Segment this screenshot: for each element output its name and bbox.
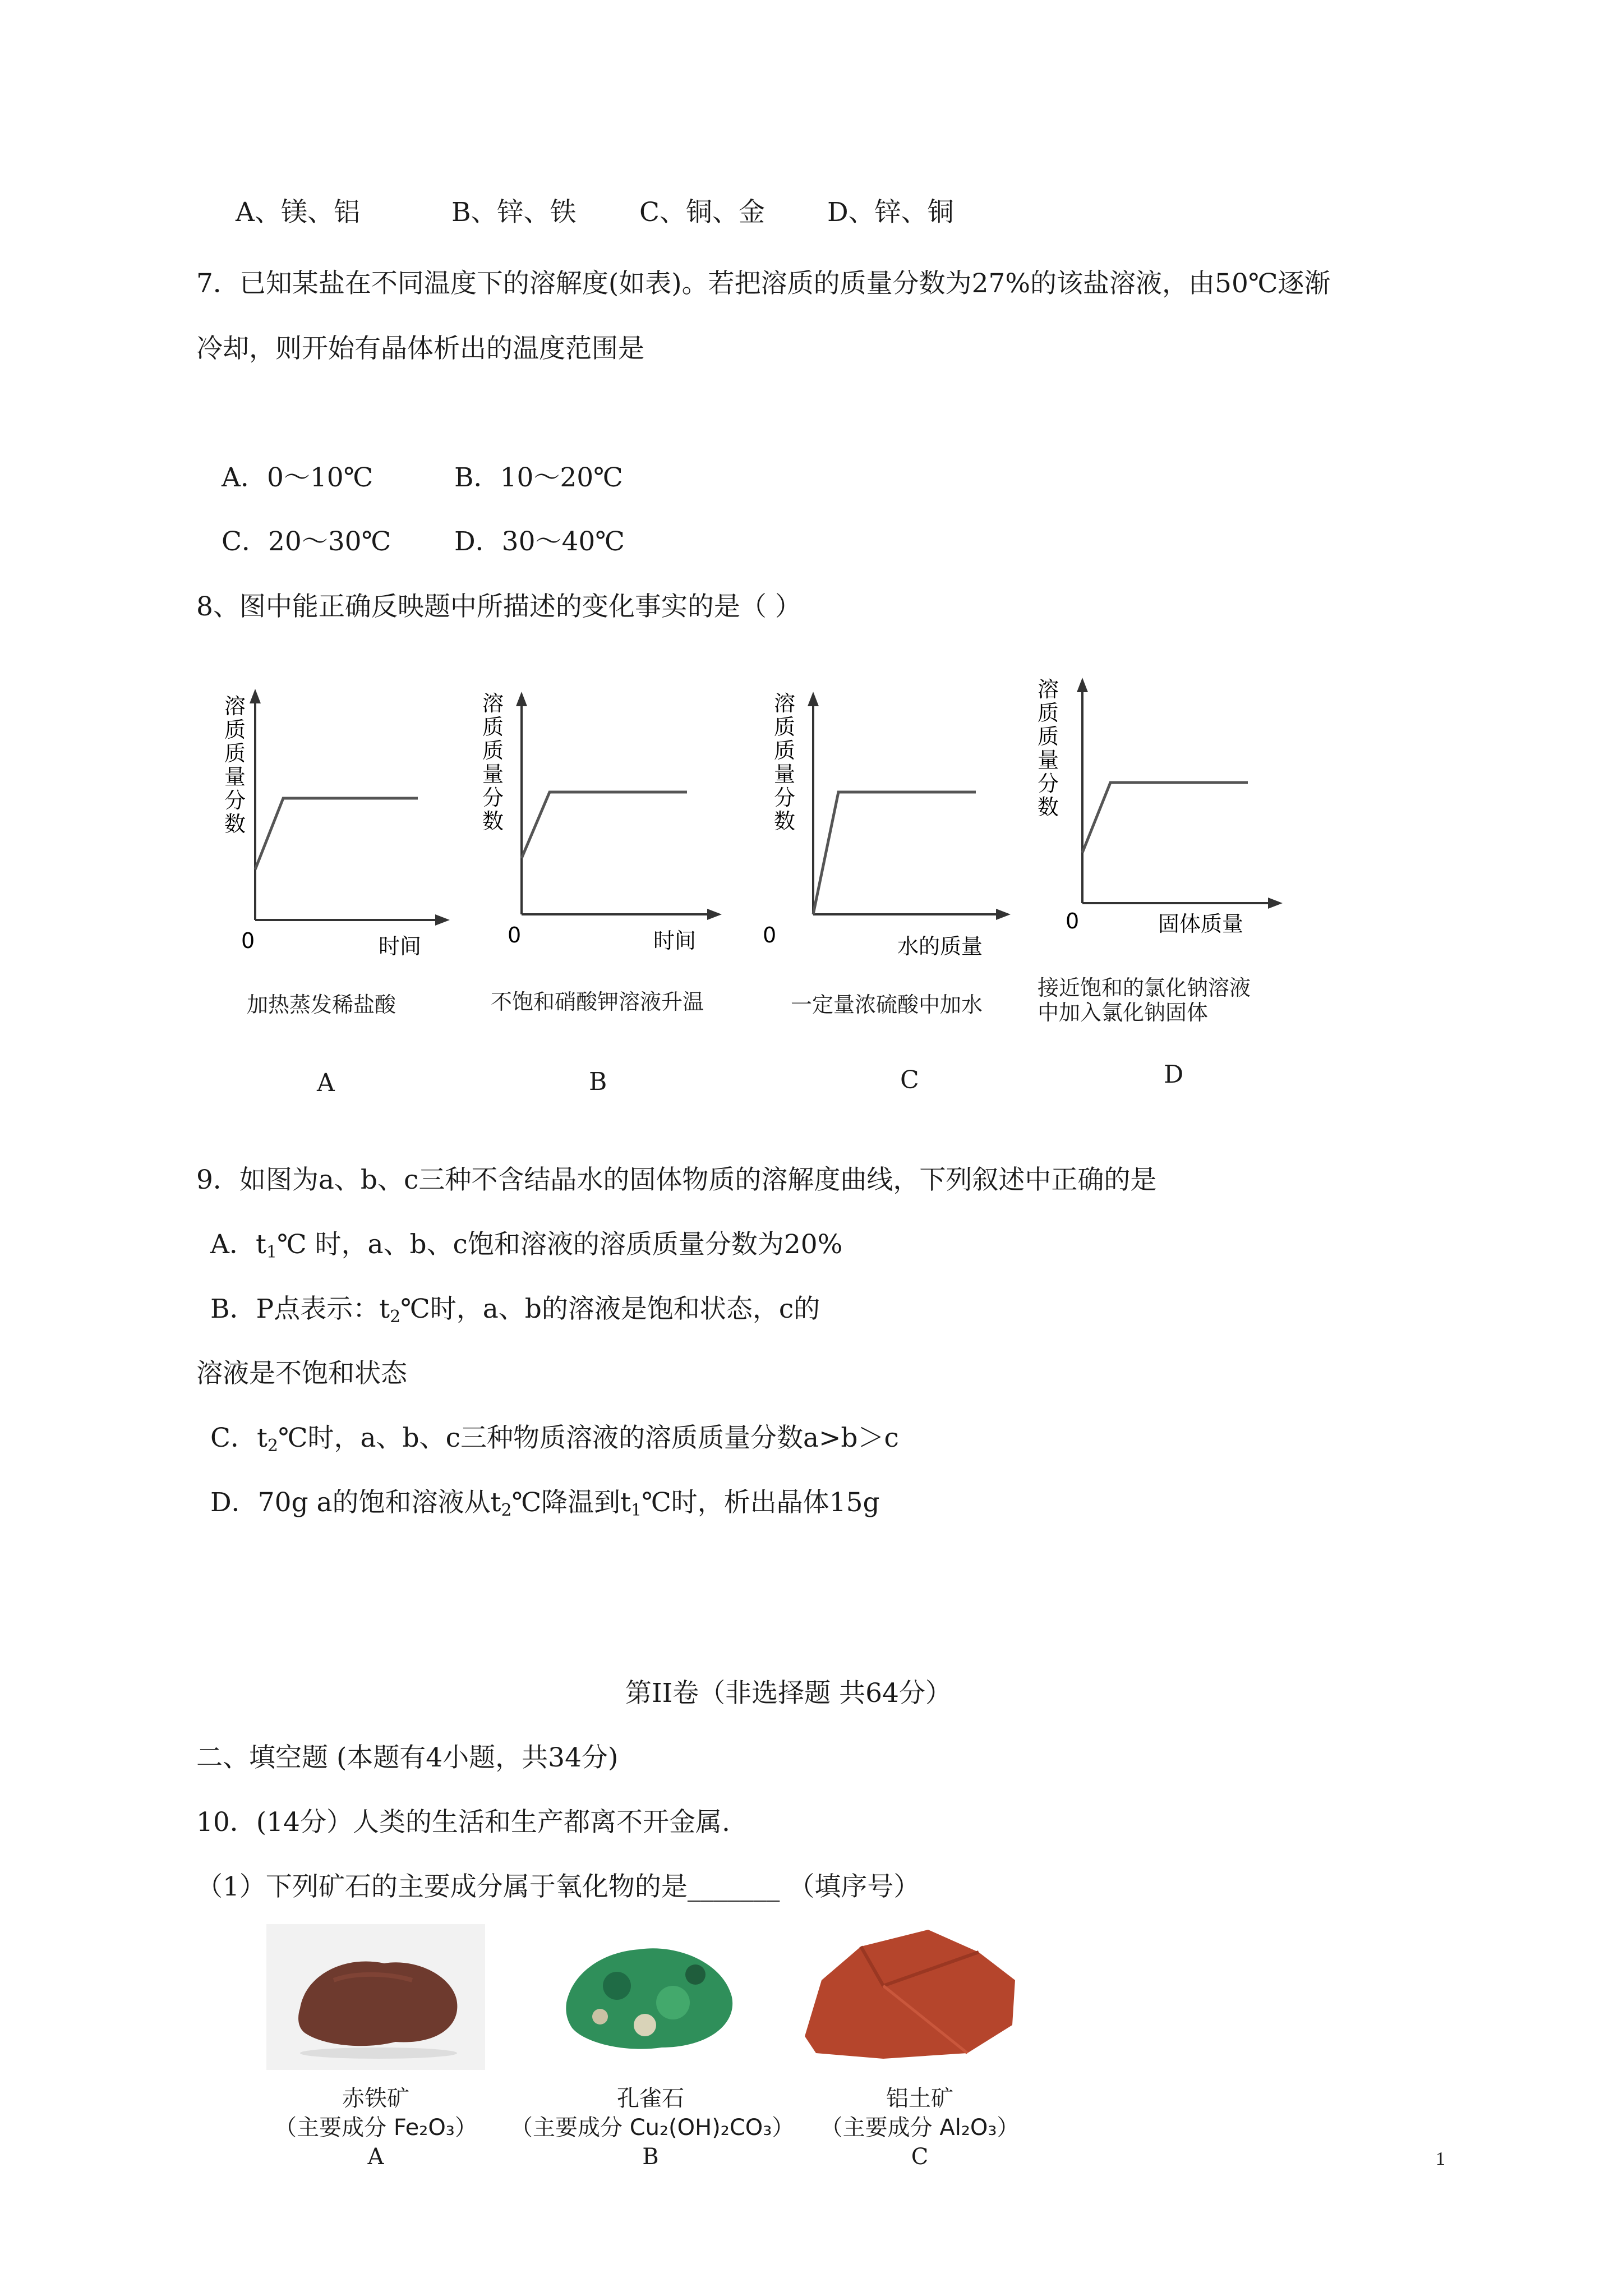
q6-option-c: C、铜、金	[639, 197, 765, 228]
graph-b	[474, 687, 732, 976]
graph-d-x-arrow	[1268, 898, 1283, 909]
graph-c-y-label-4: 量	[774, 762, 796, 786]
mineral-b-formula: （主要成分 Cu₂(OH)₂CO₃）	[510, 2115, 795, 2141]
q10-part1: （1）下列矿石的主要成分属于氧化物的是_______ （填序号）	[196, 1871, 920, 1902]
graph-b-x-label: 时间	[653, 928, 697, 953]
graph-a-y-label-6: 数	[224, 812, 246, 836]
graph-b-y-arrow	[516, 692, 527, 706]
graph-d-y-label-6: 数	[1038, 795, 1059, 820]
section-title: 第II卷（非选择题 共64分）	[625, 1678, 952, 1709]
q9-option-d: D．70g a的饱和溶液从$t_2℃$降温到$t_1℃$时，析出晶体15g	[210, 1487, 880, 1520]
graph-b-y-label-1: 溶	[482, 691, 504, 716]
section-heading: 二、填空题 (本题有4小题，共34分)	[196, 1742, 619, 1773]
graph-b-origin: 0	[508, 923, 522, 947]
graph-a-y-label-4: 量	[224, 765, 246, 789]
malachite-image	[555, 1918, 746, 2067]
graph-a-x-arrow	[435, 914, 450, 926]
q7-option-a: A．0～10℃	[222, 462, 374, 493]
graph-d-y-label-4: 量	[1038, 748, 1059, 772]
graph-c-y-label-5: 分	[774, 785, 796, 810]
q10-stem: 10．(14分）人类的生活和生产都离不开金属.	[196, 1807, 730, 1838]
graph-a-y-label-2: 质	[224, 717, 246, 742]
graph-b-y-label-4: 量	[482, 762, 504, 786]
mineral-b-letter: B	[642, 2144, 659, 2170]
graph-b-y-label-6: 数	[482, 809, 504, 834]
graph-b-caption: 不饱和硝酸钾溶液升温	[491, 990, 704, 1014]
graph-a-x-label: 时间	[379, 934, 422, 959]
mineral-c-caption	[808, 2084, 1032, 2171]
bauxite-image	[799, 1918, 1023, 2072]
graph-a-curve	[255, 798, 418, 869]
q9-option-c: C．$t_2℃$时，a、b、c三种物质溶液的溶质质量分数a>b＞c	[210, 1423, 899, 1456]
graph-b-curve	[522, 792, 687, 858]
graph-c-origin: 0	[763, 923, 777, 947]
q9-option-b-continued: 溶液是不饱和状态	[196, 1358, 407, 1389]
graph-b-y-label-3: 质	[482, 738, 504, 763]
mineral-c-name: 铝土矿	[886, 2086, 953, 2111]
graph-d-origin: 0	[1066, 909, 1080, 933]
graph-c-y-label-6: 数	[774, 809, 796, 834]
graph-a-y-label-5: 分	[224, 788, 246, 813]
graph-c-curve	[813, 792, 976, 914]
mineral-a-formula: （主要成分 Fe₂O₃）	[274, 2115, 477, 2141]
graph-d-y-label-1: 溶	[1038, 677, 1059, 702]
graph-a-y-label-3: 质	[224, 741, 246, 766]
graph-d-caption: 接近饱和的氯化钠溶液 中加入氯化钠固体	[1038, 976, 1251, 1025]
q7-stem-line1: 7．已知某盐在不同温度下的溶解度(如表)。若把溶质的质量分数为27%的该盐溶液，由50℃逐渐	[196, 268, 1331, 299]
q9-option-b: B．P点表示：$t_2℃$时，a、b的溶液是饱和状态，c的	[210, 1294, 820, 1327]
q7-option-b: B．10～20℃	[454, 462, 623, 493]
graph-d-y-label-3: 质	[1038, 724, 1059, 749]
mineral-a-letter: A	[367, 2144, 384, 2170]
graph-a-caption: 加热蒸发稀盐酸	[247, 992, 396, 1017]
graph-d-x-label: 固体质量	[1158, 912, 1244, 936]
graph-c	[763, 687, 1023, 976]
q7-option-d: D．30～40℃	[454, 526, 625, 557]
q6-option-d: D、锌、铜	[827, 197, 954, 228]
graph-c-letter: C	[900, 1066, 919, 1094]
graph-c-x-label: 水的质量	[897, 934, 983, 959]
mineral-c-letter: C	[911, 2144, 929, 2170]
graph-a-origin: 0	[241, 928, 255, 953]
page-number: 1	[1436, 2148, 1445, 2169]
graph-d-y-arrow	[1077, 678, 1088, 692]
graph-b-letter: B	[589, 1068, 607, 1096]
graph-b-x-arrow	[707, 909, 722, 920]
mineral-c-formula: （主要成分 Al₂O₃）	[820, 2115, 1020, 2141]
graph-d-y-label-2: 质	[1038, 701, 1059, 725]
graph-a-letter: A	[317, 1069, 335, 1097]
graph-a-y-label-1: 溶	[224, 694, 246, 719]
mineral-b-name: 孔雀石	[617, 2086, 684, 2111]
graph-b-y-label-2: 质	[482, 715, 504, 739]
q8-stem: 8、图中能正确反映题中所描述的变化事实的是（ ）	[196, 591, 801, 622]
graph-d-y-label-5: 分	[1038, 771, 1059, 796]
q9-stem: 9．如图为a、b、c三种不含结晶水的固体物质的溶解度曲线，下列叙述中正确的是	[196, 1165, 1157, 1195]
graph-d-letter: D	[1164, 1060, 1184, 1089]
graph-b-y-label-5: 分	[482, 785, 504, 810]
mineral-a-name: 赤铁矿	[342, 2086, 409, 2111]
graph-c-y-label-2: 质	[774, 715, 796, 739]
graph-c-y-arrow	[808, 692, 819, 706]
q6-option-a: A、镁、铝	[236, 197, 360, 228]
graph-d-curve	[1082, 783, 1248, 853]
graph-c-y-label-1: 溶	[774, 691, 796, 716]
graph-d	[1035, 673, 1293, 956]
graph-c-x-arrow	[996, 909, 1011, 920]
q7-option-c: C．20～30℃	[222, 526, 391, 557]
mineral-a-caption	[269, 2084, 482, 2171]
hematite-image	[266, 1924, 485, 2072]
graph-c-caption: 一定量浓硫酸中加水	[791, 992, 983, 1017]
q6-option-b: B、锌、铁	[451, 197, 577, 228]
mineral-b-caption	[510, 2084, 795, 2171]
graph-a	[208, 684, 465, 973]
q7-stem-line2: 冷却，则开始有晶体析出的温度范围是	[196, 333, 644, 364]
q9-option-a: A．$t_1℃$ 时，a、b、c饱和溶液的溶质质量分数为20%	[210, 1229, 843, 1262]
graph-a-y-arrow	[250, 689, 261, 703]
graph-c-y-label-3: 质	[774, 738, 796, 763]
